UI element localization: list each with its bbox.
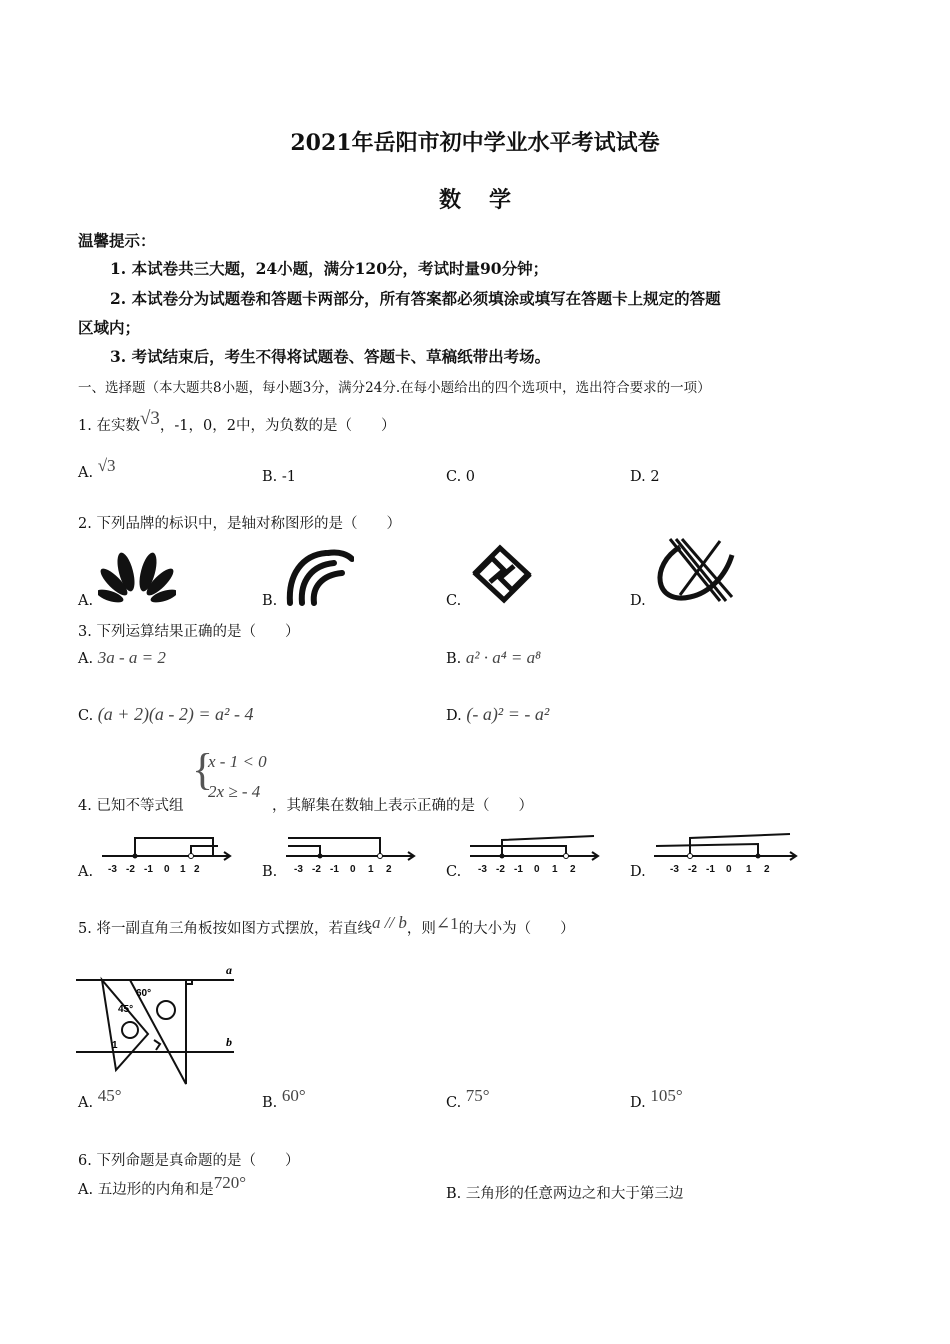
- option-label: A.: [78, 1182, 94, 1198]
- tick-label: 0: [534, 864, 540, 875]
- tick-label: -1: [706, 864, 715, 875]
- tick-label: 2: [570, 864, 576, 875]
- triangle-figure: [76, 960, 246, 1088]
- q2-option-b-label[interactable]: B.: [262, 593, 278, 609]
- tick-label: 1: [552, 864, 558, 875]
- tick-label: -1: [330, 864, 339, 875]
- logo-swoosh-icon: [282, 545, 354, 607]
- q1-option-c[interactable]: [446, 469, 475, 485]
- q5-stem-text-3: 的大小为（ ）: [458, 921, 575, 937]
- logo-x-swoosh-icon: [650, 535, 736, 607]
- q2-option-c-label[interactable]: C.: [446, 593, 462, 609]
- tick-label: -1: [514, 864, 523, 875]
- option-label: B.: [262, 1095, 278, 1111]
- tick-label: -2: [688, 864, 697, 875]
- option-label: D.: [630, 469, 646, 485]
- option-value: 2: [650, 469, 660, 485]
- q1-stem-text-2: ，-1，0，2中，为负数的是（ ）: [159, 418, 396, 434]
- note-item-3: 3. 考试结束后，考生不得将试题卷、答题卡、草稿纸带出考场。: [110, 347, 551, 366]
- option-label: C.: [446, 1095, 462, 1111]
- option-value: 60°: [281, 1086, 306, 1105]
- option-math: 720°: [213, 1173, 247, 1192]
- option-label: D.: [630, 1095, 646, 1111]
- q1-option-d[interactable]: [630, 469, 660, 485]
- q4-inequality-2: 2x ≥ - 4: [208, 782, 261, 801]
- q4-stem-b: ，其解集在数轴上表示正确的是（ ）: [272, 798, 533, 814]
- option-value: -1: [281, 469, 296, 485]
- tick-label: 1: [368, 864, 374, 875]
- q4-stem-a: 4. 已知不等式组: [78, 798, 184, 814]
- number-line-d: [650, 826, 802, 878]
- number-line-b: [282, 830, 422, 878]
- note-item-2: 2. 本试卷分为试题卷和答题卡两部分，所有答案都必须填涂或填写在答题卡上规定的答题: [110, 289, 721, 308]
- tick-label: 1: [746, 864, 752, 875]
- figure-label-60: 60°: [136, 988, 152, 999]
- option-label: A.: [78, 1095, 94, 1111]
- tick-label: -3: [478, 864, 487, 875]
- q5-stem-text: 5. 将一副直角三角板按如图方式摆放，若直线: [78, 921, 372, 937]
- tick-label: -3: [670, 864, 679, 875]
- q5-option-c[interactable]: [446, 1086, 490, 1112]
- tick-label: 0: [164, 864, 170, 875]
- tick-label: 0: [350, 864, 356, 875]
- notes-heading: 温馨提示：: [78, 231, 156, 250]
- q1-stem-math: √3: [139, 408, 160, 429]
- option-value: 五边形的内角和是: [97, 1182, 214, 1198]
- q5-stem-text-2: ，则: [406, 921, 436, 937]
- note-item-2-cont: 区域内；: [78, 318, 141, 337]
- option-label: D.: [446, 708, 462, 724]
- q6-option-a[interactable]: [78, 1173, 247, 1199]
- option-label: C.: [78, 708, 94, 724]
- figure-label-a: a: [226, 963, 232, 977]
- number-line-a: [98, 830, 238, 878]
- q6-option-b[interactable]: [446, 1182, 683, 1203]
- option-label: B.: [446, 651, 462, 667]
- q1-stem-text: 1. 在实数: [78, 418, 140, 434]
- q3-stem: 3. 下列运算结果正确的是（ ）: [78, 624, 300, 640]
- option-value: a² · a⁴ = a⁸: [465, 648, 542, 667]
- q5-option-a[interactable]: [78, 1086, 122, 1112]
- q4-option-c-label[interactable]: C.: [446, 864, 462, 880]
- q5-stem: [78, 913, 575, 938]
- q2-option-a-label[interactable]: A.: [78, 593, 94, 609]
- figure-label-b: b: [226, 1035, 232, 1049]
- option-label: A.: [78, 651, 94, 667]
- q5-option-d[interactable]: [630, 1086, 683, 1112]
- subject-title: 数学: [438, 187, 539, 213]
- q3-option-a[interactable]: [78, 648, 166, 668]
- tick-label: 2: [764, 864, 770, 875]
- tick-label: -2: [312, 864, 321, 875]
- q6-stem: 6. 下列命题是真命题的是（ ）: [78, 1153, 300, 1169]
- option-value: 三角形的任意两边之和大于第三边: [465, 1186, 684, 1202]
- tick-label: -2: [496, 864, 505, 875]
- figure-label-45: 45°: [118, 1004, 134, 1015]
- q2-stem: 2. 下列品牌的标识中，是轴对称图形的是（ ）: [78, 516, 401, 532]
- option-value: 105°: [650, 1086, 683, 1105]
- exam-title: 2021年岳阳市初中学业水平考试试卷: [290, 130, 660, 156]
- q4-inequality-1: x - 1 < 0: [208, 752, 267, 771]
- q1-option-b[interactable]: [262, 469, 296, 485]
- tick-label: 2: [386, 864, 392, 875]
- q5-angle: ∠1: [435, 914, 459, 933]
- option-value: (a + 2)(a - 2) = a² - 4: [97, 704, 254, 724]
- option-value: 3a - a = 2: [97, 648, 166, 667]
- figure-label-1: 1: [112, 1040, 118, 1051]
- option-value: √3: [97, 456, 116, 475]
- tick-label: -1: [144, 864, 153, 875]
- option-value: 75°: [465, 1086, 490, 1105]
- q2-option-d-label[interactable]: D.: [630, 593, 646, 609]
- q3-option-c[interactable]: [78, 704, 253, 725]
- tick-label: 1: [180, 864, 186, 875]
- logo-interlock-icon: [466, 540, 538, 608]
- option-label: C.: [446, 469, 462, 485]
- option-value: 45°: [97, 1086, 122, 1105]
- q1-stem: [78, 408, 396, 436]
- section-heading: 一、选择题（本大题共8小题，每小题3分，满分24分.在每小题给出的四个选项中，选出符合要求的一项）: [78, 380, 711, 396]
- q5-option-b[interactable]: [262, 1086, 306, 1112]
- option-label: A.: [78, 465, 94, 481]
- number-line-c: [466, 830, 606, 878]
- tick-label: 2: [194, 864, 200, 875]
- tick-label: 0: [726, 864, 732, 875]
- tick-label: -3: [294, 864, 303, 875]
- option-label: B.: [262, 469, 278, 485]
- logo-petals-icon: [98, 550, 176, 608]
- brace-icon: {: [192, 745, 214, 794]
- q3-option-b[interactable]: [446, 648, 541, 668]
- q1-option-a[interactable]: [78, 456, 116, 482]
- option-label: B.: [446, 1186, 462, 1202]
- q3-option-d[interactable]: [446, 704, 549, 725]
- q5-parallel: a // b: [371, 913, 407, 932]
- tick-label: -2: [126, 864, 135, 875]
- tick-label: -3: [108, 864, 117, 875]
- note-item-1: 1. 本试卷共三大题，24小题，满分120分，考试时量90分钟；: [110, 259, 549, 278]
- q4-option-d-label[interactable]: D.: [630, 864, 646, 880]
- q4-option-a-label[interactable]: A.: [78, 864, 94, 880]
- option-value: (- a)² = - a²: [466, 704, 550, 724]
- option-value: 0: [465, 469, 476, 485]
- q4-option-b-label[interactable]: B.: [262, 864, 278, 880]
